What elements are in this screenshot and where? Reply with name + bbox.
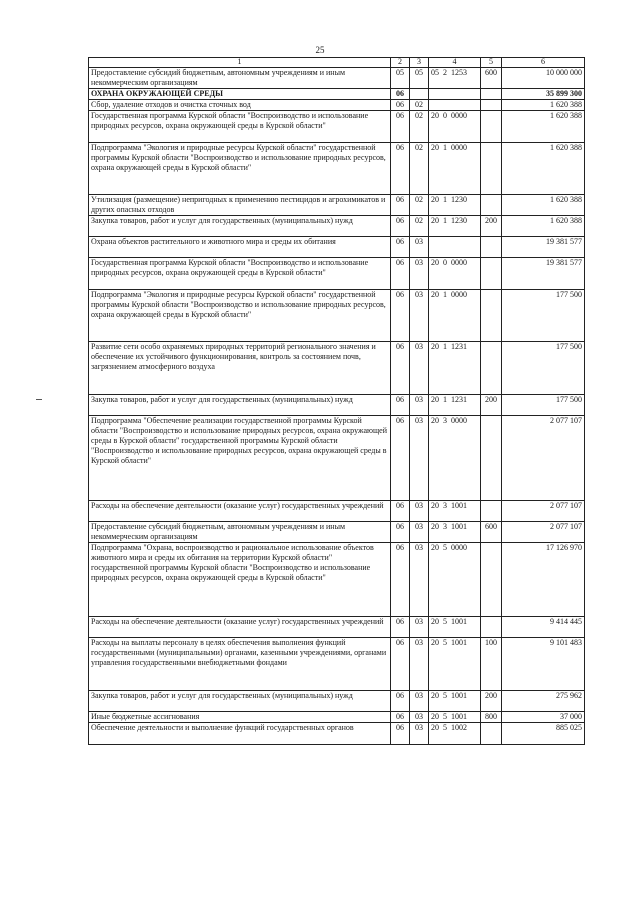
row-section-code: 06	[391, 290, 410, 342]
table-row	[89, 723, 585, 745]
row-description: Закупка товаров, работ и услуг для государственных (муниципальных) нужд	[89, 395, 391, 416]
row-subsection-code: 03	[410, 617, 429, 638]
row-expense-type	[481, 111, 502, 143]
table-row	[89, 543, 585, 617]
row-description: Расходы на обеспечение деятельности (оказание услуг) государственных учреждений	[89, 501, 391, 522]
row-section-code: 06	[391, 89, 410, 100]
row-description: Закупка товаров, работ и услуг для государственных (муниципальных) нужд	[89, 691, 391, 712]
row-section-code: 06	[391, 723, 410, 745]
row-target-article: 20 5 1001	[429, 638, 481, 691]
row-amount: 1 620 388	[502, 143, 585, 195]
row-subsection-code: 03	[410, 543, 429, 617]
table-row	[89, 89, 585, 100]
table-row	[89, 712, 585, 723]
row-description: Иные бюджетные ассигнования	[89, 712, 391, 723]
row-subsection-code	[410, 89, 429, 100]
table-row	[89, 195, 585, 216]
row-subsection-code: 03	[410, 501, 429, 522]
row-amount: 177 500	[502, 395, 585, 416]
row-section-code: 06	[391, 100, 410, 111]
row-description: Подпрограмма "Экология и природные ресурсы Курской области" государственной программы Курской области "Воспроизводство и использование природных ресурсов, охрана окружающей среды в Курской области"	[89, 143, 391, 195]
table-row	[89, 143, 585, 195]
row-subsection-code: 02	[410, 216, 429, 237]
row-section-code: 06	[391, 195, 410, 216]
row-section-code: 06	[391, 691, 410, 712]
row-description: Предоставление субсидий бюджетным, автономным учреждениям и иным некоммерческим организациям	[89, 68, 391, 89]
row-expense-type: 600	[481, 522, 502, 543]
row-description: Сбор, удаление отходов и очистка сточных вод	[89, 100, 391, 111]
row-section-code: 06	[391, 258, 410, 290]
row-subsection-code: 03	[410, 638, 429, 691]
row-description: Государственная программа Курской области "Воспроизводство и использование природных ресурсов, охрана окружающей среды в Курской области"	[89, 111, 391, 143]
row-description: Предоставление субсидий бюджетным, автономным учреждениям и иным некоммерческим организациям	[89, 522, 391, 543]
table-row	[89, 68, 585, 89]
row-amount: 1 620 388	[502, 111, 585, 143]
row-amount: 275 962	[502, 691, 585, 712]
row-subsection-code: 03	[410, 691, 429, 712]
row-expense-type: 600	[481, 68, 502, 89]
row-target-article: 20 1 1231	[429, 395, 481, 416]
row-expense-type	[481, 258, 502, 290]
table-row	[89, 258, 585, 290]
row-expense-type	[481, 89, 502, 100]
row-amount: 17 126 970	[502, 543, 585, 617]
row-target-article	[429, 89, 481, 100]
table-row	[89, 501, 585, 522]
row-section-code: 06	[391, 617, 410, 638]
row-expense-type	[481, 290, 502, 342]
table-body	[89, 68, 585, 745]
row-target-article	[429, 237, 481, 258]
row-subsection-code: 03	[410, 522, 429, 543]
row-amount: 19 381 577	[502, 237, 585, 258]
row-section-code: 06	[391, 638, 410, 691]
table-row	[89, 416, 585, 501]
row-expense-type: 200	[481, 691, 502, 712]
row-expense-type: 200	[481, 395, 502, 416]
table-row	[89, 617, 585, 638]
header-col-5: 5	[481, 58, 502, 68]
row-subsection-code: 03	[410, 237, 429, 258]
budget-table	[88, 57, 585, 745]
header-col-6: 6	[502, 58, 585, 68]
row-amount: 1 620 388	[502, 216, 585, 237]
row-amount: 1 620 388	[502, 195, 585, 216]
row-target-article: 20 1 0000	[429, 290, 481, 342]
row-expense-type	[481, 237, 502, 258]
row-amount: 9 414 445	[502, 617, 585, 638]
row-amount: 35 899 300	[502, 89, 585, 100]
row-description: Охрана объектов растительного и животного мира и среды их обитания	[89, 237, 391, 258]
row-target-article: 20 1 0000	[429, 143, 481, 195]
row-expense-type	[481, 543, 502, 617]
row-target-article: 20 0 0000	[429, 258, 481, 290]
row-target-article	[429, 100, 481, 111]
table-row	[89, 100, 585, 111]
row-section-code: 06	[391, 237, 410, 258]
row-target-article: 20 1 1230	[429, 195, 481, 216]
page-number: 25	[315, 45, 325, 55]
row-description: Развитие сети особо охраняемых природных территорий регионального значения и обеспечение их устойчивого функционирования, контроль за состоянием почв, загрязнением атмосферного воздуха	[89, 342, 391, 395]
row-section-code: 06	[391, 143, 410, 195]
row-description: Подпрограмма "Обеспечение реализации государственной программы Курской области "Воспроизводство и использование природных ресурсов, охрана окружающей среды в Курской области" государственной программы Курской области "Воспроизводство и использование природных ресурсов, охрана окружающей среды в Курской области"	[89, 416, 391, 501]
row-expense-type	[481, 501, 502, 522]
row-target-article: 20 3 1001	[429, 501, 481, 522]
row-expense-type	[481, 617, 502, 638]
row-section-code: 06	[391, 395, 410, 416]
row-subsection-code: 02	[410, 100, 429, 111]
row-description: Обеспечение деятельности и выполнение функций государственных органов	[89, 723, 391, 745]
row-subsection-code: 05	[410, 68, 429, 89]
header-col-2: 2	[391, 58, 410, 68]
table-row	[89, 111, 585, 143]
row-amount: 2 077 107	[502, 416, 585, 501]
row-description: Государственная программа Курской области "Воспроизводство и использование природных ресурсов, охрана окружающей среды в Курской области"	[89, 258, 391, 290]
row-expense-type	[481, 342, 502, 395]
table-row	[89, 395, 585, 416]
table-row	[89, 342, 585, 395]
row-description: Подпрограмма "Экология и природные ресурсы Курской области" государственной программы Курской области "Воспроизводство и использование природных ресурсов, охрана окружающей среды в Курской области"	[89, 290, 391, 342]
row-amount: 37 000	[502, 712, 585, 723]
row-subsection-code: 03	[410, 258, 429, 290]
row-section-code: 06	[391, 712, 410, 723]
row-amount: 2 077 107	[502, 522, 585, 543]
row-amount: 9 101 483	[502, 638, 585, 691]
row-target-article: 20 5 0000	[429, 543, 481, 617]
row-amount: 177 500	[502, 342, 585, 395]
table-header-row	[89, 58, 585, 68]
row-expense-type: 100	[481, 638, 502, 691]
row-target-article: 20 5 1001	[429, 617, 481, 638]
row-amount: 2 077 107	[502, 501, 585, 522]
row-expense-type	[481, 723, 502, 745]
row-amount: 1 620 388	[502, 100, 585, 111]
row-expense-type	[481, 143, 502, 195]
row-subsection-code: 03	[410, 290, 429, 342]
table-row	[89, 638, 585, 691]
row-expense-type	[481, 100, 502, 111]
row-description: Утилизация (размещение) непригодных к применению пестицидов и агрохимикатов и других опасных отходов	[89, 195, 391, 216]
row-amount: 885 025	[502, 723, 585, 745]
row-description: Расходы на выплаты персоналу в целях обеспечения выполнения функций государственными (муниципальными) органами, казенными учреждениями, органами управления государственными внебюджетными фондами	[89, 638, 391, 691]
row-target-article: 20 1 1230	[429, 216, 481, 237]
row-description: Подпрограмма "Охрана, воспроизводство и рациональное использование объектов животного мира и среды их обитания на территории Курской области" государственной программы Курской области "Воспроизводство и использование природных ресурсов, охрана окружающей среды в Курской области"	[89, 543, 391, 617]
row-description: ОХРАНА ОКРУЖАЮЩЕЙ СРЕДЫ	[89, 89, 391, 100]
row-section-code: 06	[391, 111, 410, 143]
row-target-article: 20 3 0000	[429, 416, 481, 501]
row-expense-type: 800	[481, 712, 502, 723]
row-subsection-code: 03	[410, 416, 429, 501]
table-row	[89, 290, 585, 342]
row-amount: 19 381 577	[502, 258, 585, 290]
row-subsection-code: 02	[410, 195, 429, 216]
margin-mark	[36, 399, 42, 400]
row-subsection-code: 03	[410, 712, 429, 723]
row-subsection-code: 02	[410, 111, 429, 143]
row-section-code: 06	[391, 501, 410, 522]
row-target-article: 20 5 1001	[429, 712, 481, 723]
row-section-code: 06	[391, 416, 410, 501]
row-section-code: 06	[391, 522, 410, 543]
row-section-code: 06	[391, 543, 410, 617]
header-col-1: 1	[89, 58, 391, 68]
row-target-article: 20 5 1001	[429, 691, 481, 712]
row-target-article: 20 0 0000	[429, 111, 481, 143]
header-col-3: 3	[410, 58, 429, 68]
table-row	[89, 237, 585, 258]
row-subsection-code: 03	[410, 395, 429, 416]
row-expense-type: 200	[481, 216, 502, 237]
row-amount: 177 500	[502, 290, 585, 342]
table-row	[89, 691, 585, 712]
table-row	[89, 522, 585, 543]
header-col-4: 4	[429, 58, 481, 68]
row-target-article: 20 5 1002	[429, 723, 481, 745]
row-subsection-code: 03	[410, 342, 429, 395]
row-expense-type	[481, 195, 502, 216]
row-expense-type	[481, 416, 502, 501]
row-amount: 10 000 000	[502, 68, 585, 89]
row-section-code: 05	[391, 68, 410, 89]
row-target-article: 20 3 1001	[429, 522, 481, 543]
row-description: Расходы на обеспечение деятельности (оказание услуг) государственных учреждений	[89, 617, 391, 638]
row-subsection-code: 02	[410, 143, 429, 195]
row-subsection-code: 03	[410, 723, 429, 745]
table-row	[89, 216, 585, 237]
row-section-code: 06	[391, 216, 410, 237]
row-section-code: 06	[391, 342, 410, 395]
row-description: Закупка товаров, работ и услуг для государственных (муниципальных) нужд	[89, 216, 391, 237]
row-target-article: 20 1 1231	[429, 342, 481, 395]
row-target-article: 05 2 1253	[429, 68, 481, 89]
